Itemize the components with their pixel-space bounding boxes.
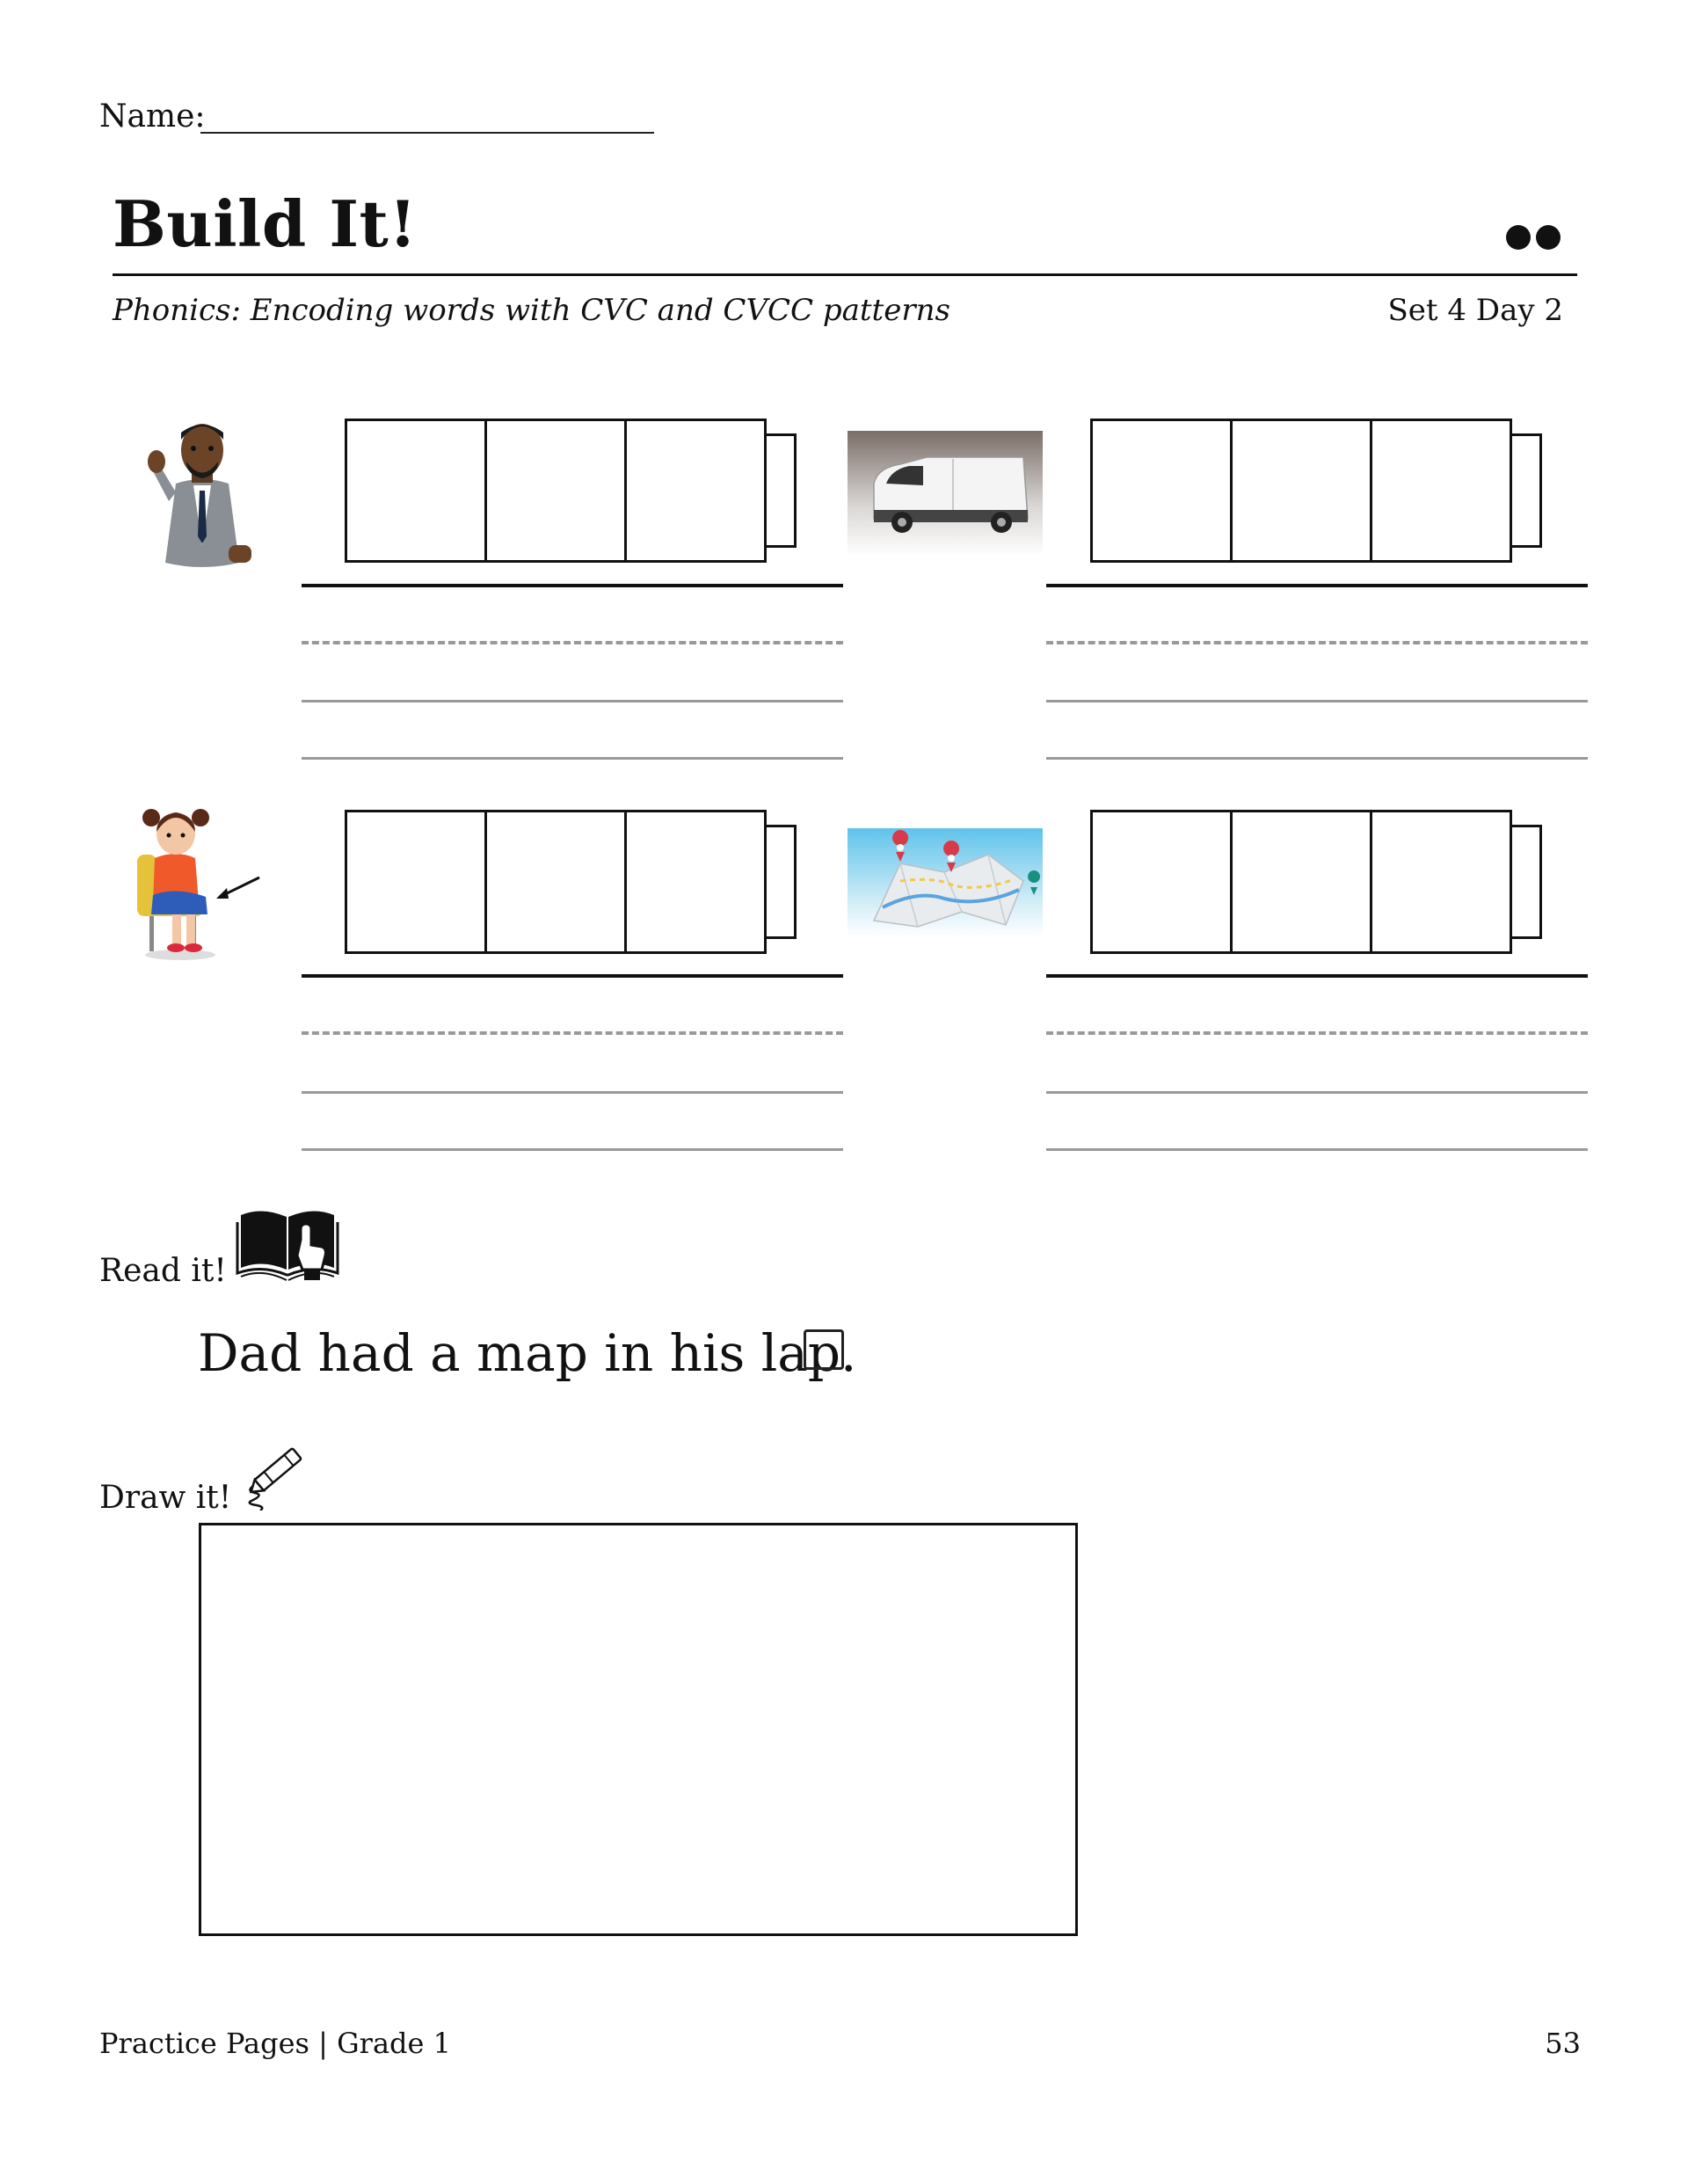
sound-box[interactable]: [484, 419, 627, 563]
draw-it-label: Draw it!: [99, 1480, 232, 1516]
sound-boxes-row2-left: [345, 810, 802, 954]
crayon-icon: [243, 1437, 313, 1511]
page-subtitle: Phonics: Encoding words with CVC and CVCC patterns: [113, 293, 950, 328]
sound-boxes-row2-right: [1090, 810, 1547, 954]
write-line[interactable]: [1046, 1148, 1588, 1151]
sound-box[interactable]: [484, 810, 627, 954]
sound-box-tab: [1510, 825, 1542, 939]
sound-box-tab: [1510, 433, 1542, 548]
write-midline: [1046, 641, 1588, 644]
write-midline: [302, 641, 843, 644]
sound-box[interactable]: [624, 810, 767, 954]
write-baseline: [302, 584, 843, 587]
name-field-line[interactable]: [200, 132, 654, 134]
sound-box[interactable]: [345, 419, 487, 563]
van-icon: [848, 431, 1043, 556]
write-line[interactable]: [302, 757, 843, 760]
write-midline: [1046, 1031, 1588, 1035]
sound-box[interactable]: [1090, 810, 1233, 954]
level-dot-icon: [1506, 225, 1531, 250]
write-baseline: [1046, 584, 1588, 587]
sound-box[interactable]: [1090, 419, 1233, 563]
girl-lap-icon: [132, 798, 264, 965]
sound-box-tab: [764, 825, 797, 939]
write-baseline: [1046, 974, 1588, 978]
read-it-label: Read it!: [99, 1253, 227, 1289]
page-title: Build It!: [113, 186, 418, 261]
name-label: Name:: [99, 98, 206, 135]
footer-label: Practice Pages | Grade 1: [99, 2027, 451, 2060]
read-checkbox[interactable]: [804, 1329, 844, 1370]
write-line[interactable]: [302, 700, 843, 703]
open-book-pointer-icon: [236, 1203, 339, 1284]
sound-box[interactable]: [1370, 419, 1512, 563]
man-waving-icon: [141, 413, 264, 580]
write-line[interactable]: [1046, 757, 1588, 760]
sound-box[interactable]: [1370, 810, 1512, 954]
sound-box[interactable]: [1230, 419, 1372, 563]
map-icon: [848, 828, 1043, 937]
write-line[interactable]: [302, 1091, 843, 1094]
read-sentence: Dad had a map in his lap.: [198, 1323, 857, 1383]
write-midline: [302, 1031, 843, 1035]
write-line[interactable]: [302, 1148, 843, 1151]
write-baseline: [302, 974, 843, 978]
title-rule: [113, 273, 1577, 276]
set-day-label: Set 4 Day 2: [1387, 293, 1563, 328]
level-dots: [1506, 225, 1566, 253]
write-line[interactable]: [1046, 1091, 1588, 1094]
sound-box[interactable]: [624, 419, 767, 563]
page-number: 53: [1545, 2027, 1581, 2060]
sound-boxes-row1-left: [345, 419, 802, 563]
drawing-area[interactable]: [199, 1523, 1078, 1936]
sound-boxes-row1-right: [1090, 419, 1547, 563]
level-dot-icon: [1536, 225, 1561, 250]
sound-box[interactable]: [345, 810, 487, 954]
sound-box-tab: [764, 433, 797, 548]
sound-box[interactable]: [1230, 810, 1372, 954]
write-line[interactable]: [1046, 700, 1588, 703]
